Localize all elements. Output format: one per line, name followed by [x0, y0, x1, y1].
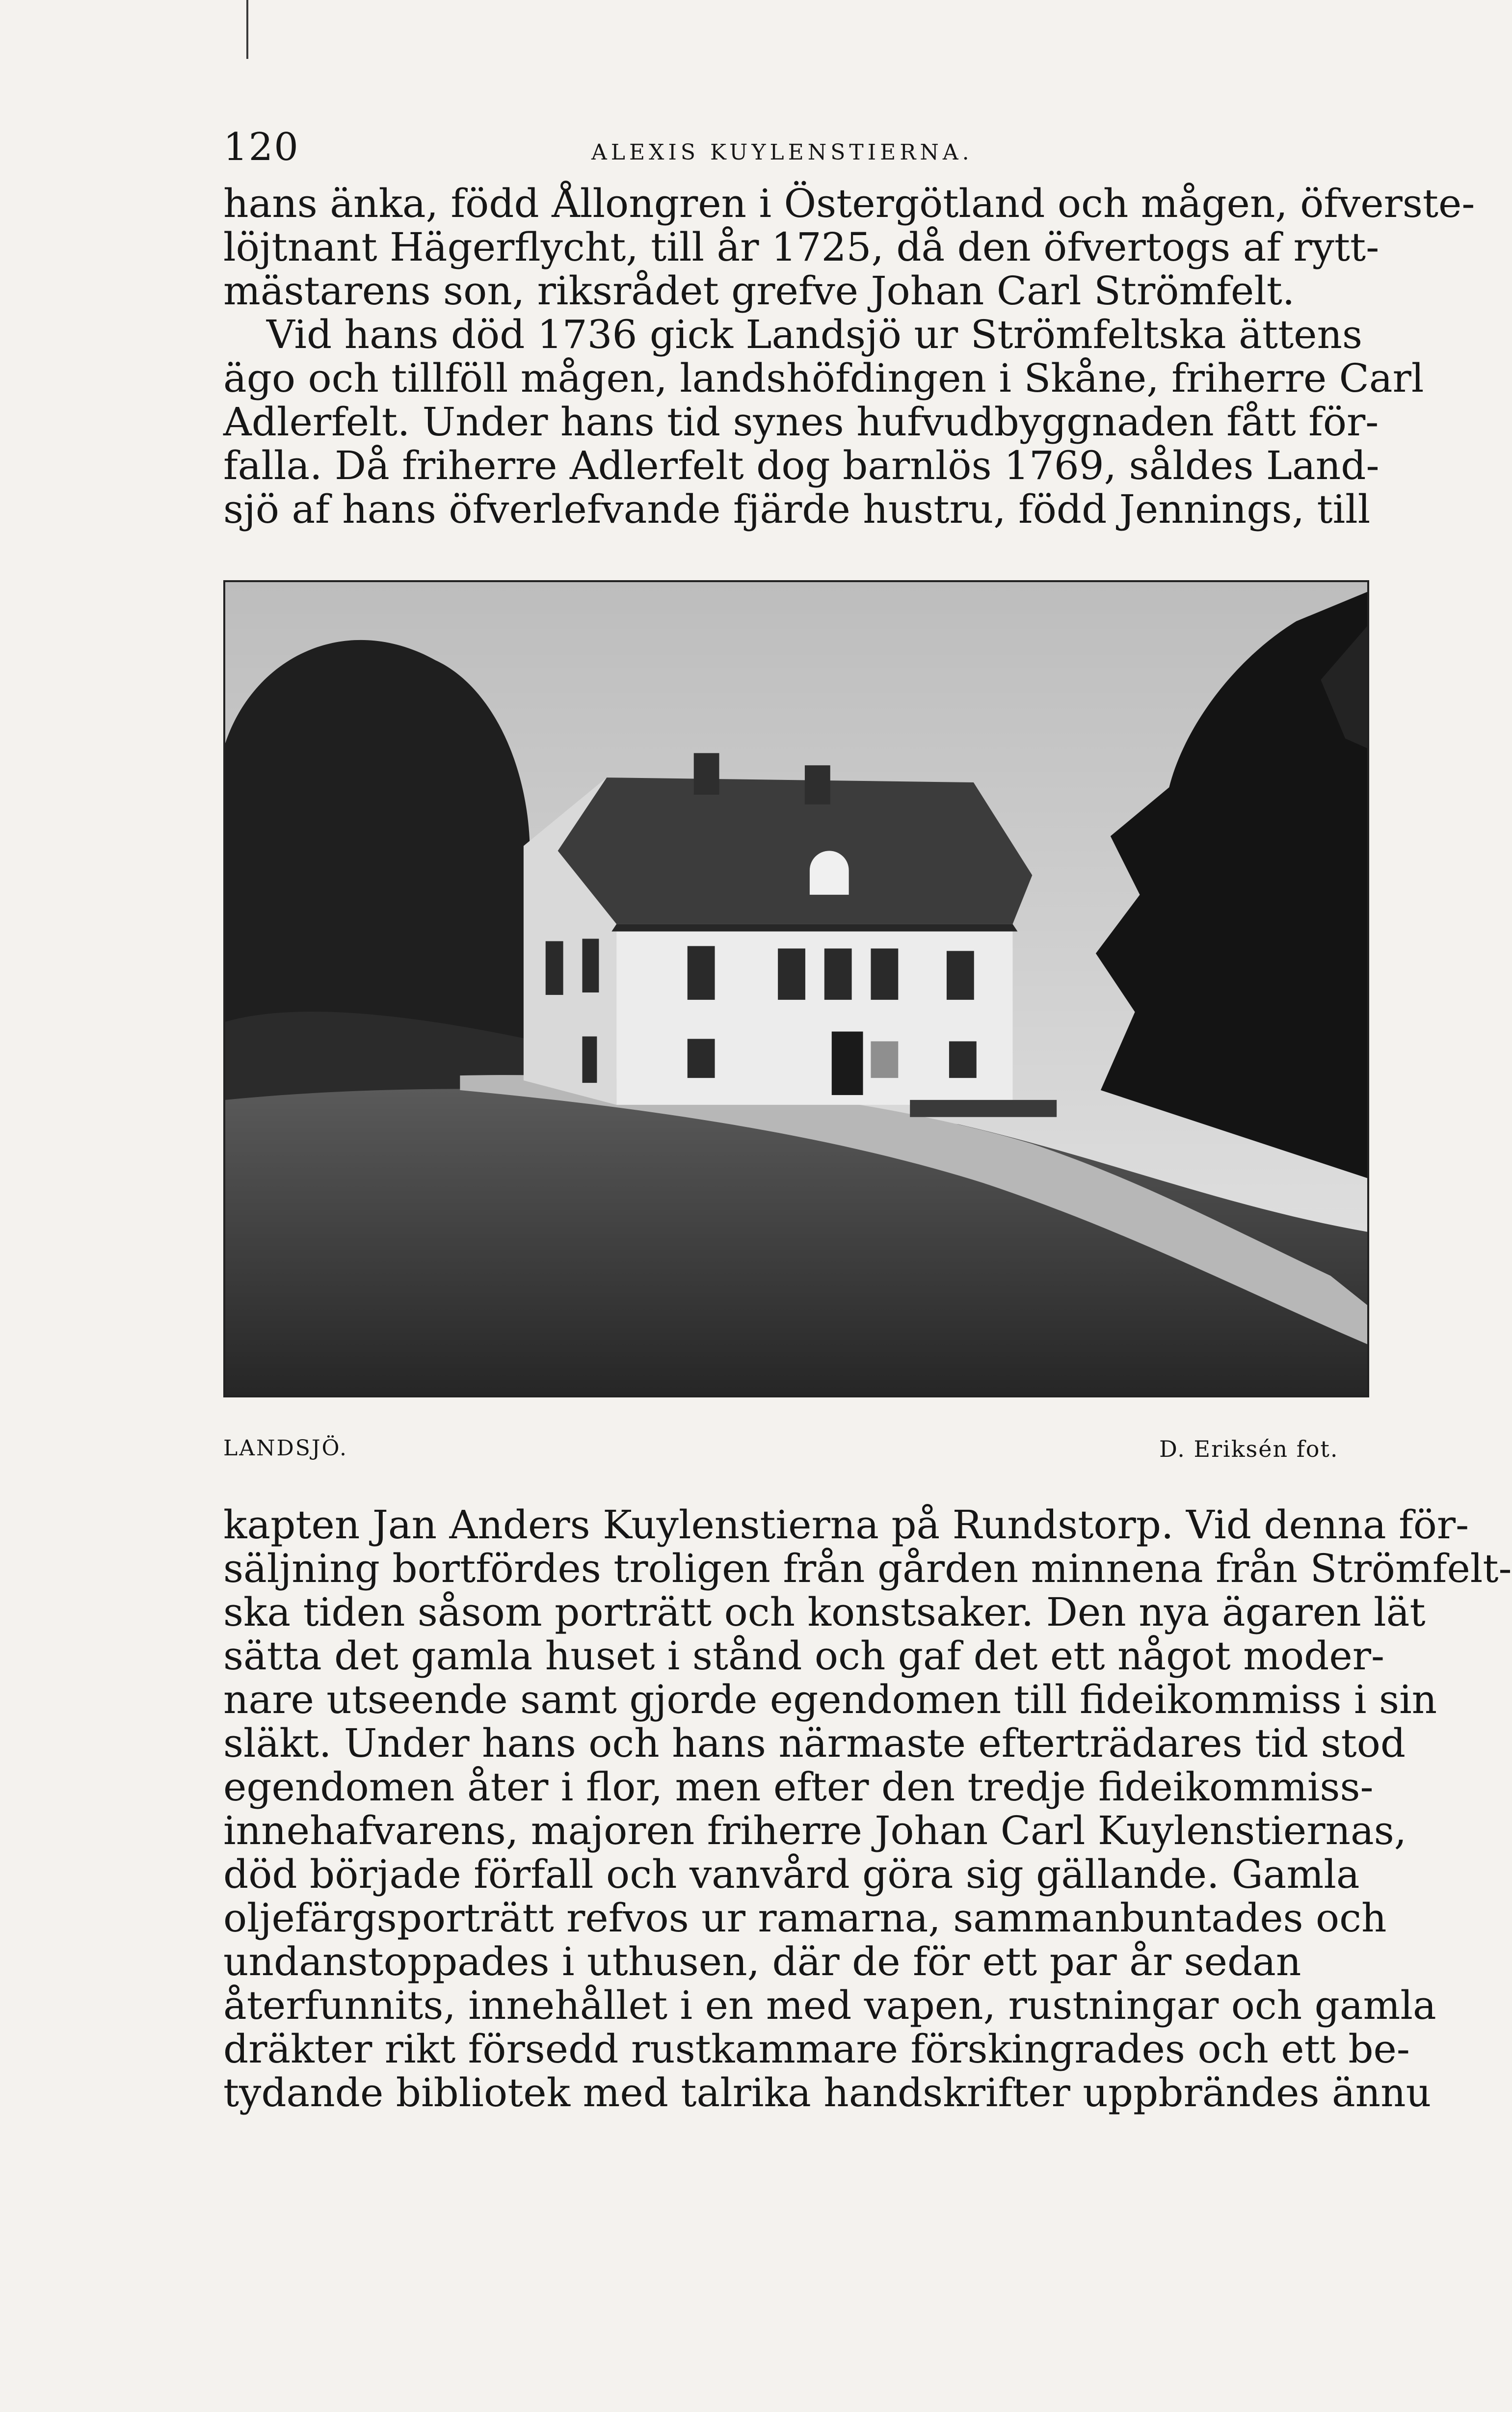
text-line: ägo och tillföll mågen, landshöfdingen i Skåne, friherre Carl [223, 355, 1424, 401]
text-line: falla. Då friherre Adlerfelt dog barnlös 1769, såldes Land- [223, 443, 1379, 488]
text-line: undanstoppades i uthusen, där de för ett par år sedan [223, 1939, 1301, 1984]
text-line: återfunnits, innehållet i en med vapen, rustningar och gamla [223, 1983, 1436, 2028]
text-line: oljefärgsporträtt refvos ur ramarna, sammanbuntades och [223, 1895, 1387, 1941]
page-number: 120 [223, 125, 299, 169]
figure-caption-credit: D. Eriksén fot. [1159, 1436, 1339, 1462]
paragraph-1 [223, 181, 1475, 532]
text-line: löjtnant Hägerflycht, till år 1725, då den öfvertogs af rytt- [223, 224, 1379, 270]
figure-caption-title: LANDSJÖ. [223, 1436, 348, 1461]
text-line: innehafvarens, majoren friherre Johan Carl Kuylenstiernas, [223, 1808, 1407, 1853]
text-line: hans änka, född Ållongren i Östergötland och mågen, öfverste- [223, 181, 1475, 226]
text-line: Adlerfelt. Under hans tid synes hufvudbyggnaden fått för- [223, 399, 1379, 445]
paragraph-2 [223, 1502, 1512, 2116]
text-line: tydande bibliotek med talrika handskrifter uppbrändes ännu [223, 2070, 1432, 2116]
text-line: död började förfall och vanvård göra sig gällande. Gamla [223, 1851, 1360, 1897]
page-header [223, 125, 1369, 174]
text-line: sätta det gamla huset i stånd och gaf det ett något moder- [223, 1633, 1384, 1679]
text-line: nare utseende samt gjorde egendomen till fideikommiss i sin [223, 1677, 1437, 1722]
scan-edge-mark [246, 0, 248, 59]
text-line: kapten Jan Anders Kuylenstierna på Rundstorp. Vid denna för- [223, 1502, 1469, 1548]
text-line: Vid hans död 1736 gick Landsjö ur Strömfeltska ättens [266, 312, 1363, 357]
text-line: dräkter rikt försedd rustkammare förskingrades och ett be- [223, 2026, 1410, 2072]
text-line: säljning bortfördes troligen från gården minnena från Strömfelt- [223, 1546, 1512, 1591]
running-title: ALEXIS KUYLENSTIERNA. [591, 140, 973, 165]
text-line: egendomen åter i flor, men efter den tredje fideikommiss- [223, 1764, 1374, 1810]
text-line: mästarens son, riksrådet grefve Johan Carl Strömfelt. [223, 268, 1295, 314]
text-line: släkt. Under hans och hans närmaste efterträdares tid stod [223, 1720, 1406, 1766]
manor-house-illustration [225, 582, 1367, 1395]
text-line: sjö af hans öfverlefvande fjärde hustru, född Jennings, till [223, 486, 1371, 532]
text-line: ska tiden såsom porträtt och konstsaker. Den nya ägaren lät [223, 1589, 1426, 1635]
manor-photograph [223, 580, 1369, 1397]
